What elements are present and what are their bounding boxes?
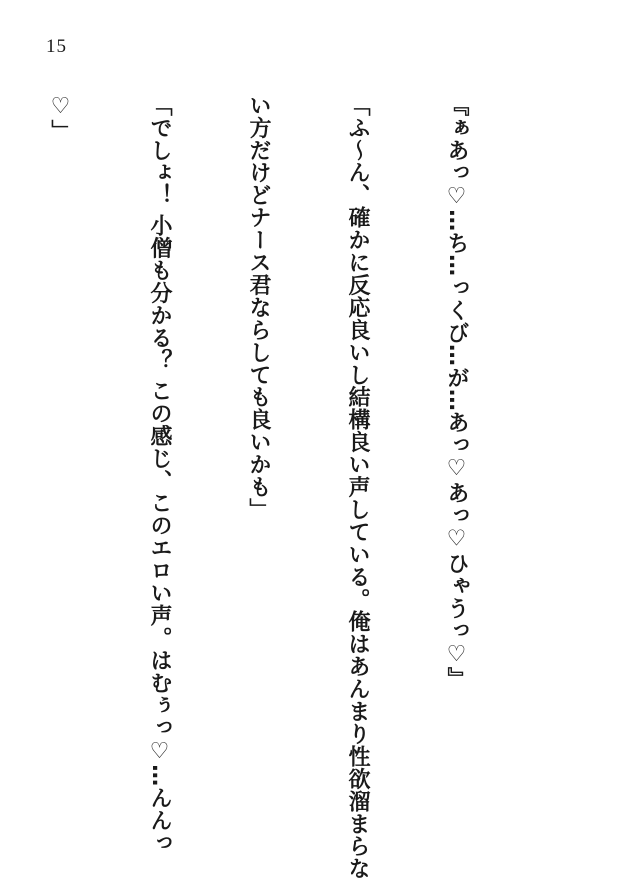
text-line: ♡」	[48, 94, 73, 142]
text-line: 『ぁあっ♡…ち…っくび…が…あっ♡あっ♡ひゃうっ♡』	[444, 94, 469, 690]
text-line: い方だけどナース君ならしても良いかも」	[246, 94, 271, 521]
text-line: 「ふ～ん、確かに反応良いし結構良い声している。俺はあんまり性欲溜まらな	[345, 94, 370, 880]
vertical-body-text	[0, 94, 539, 880]
text-line: 「でしょ！ 小僧も分かる？ この感じ、このエロい声。はむぅっ♡…んんっ	[147, 94, 172, 855]
page-number: 15	[46, 36, 67, 57]
